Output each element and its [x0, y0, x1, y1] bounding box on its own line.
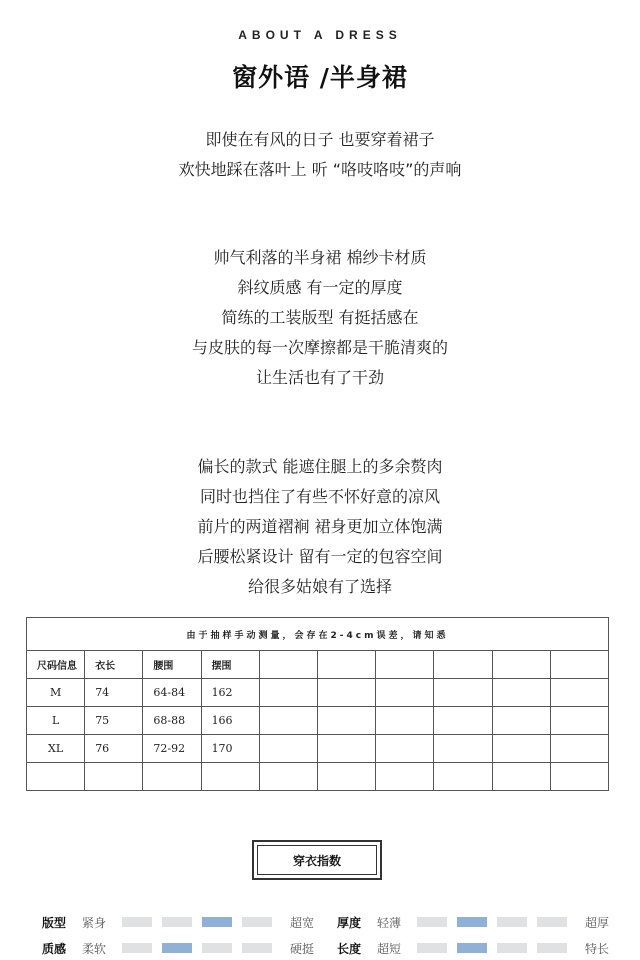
copy-line: 偏长的款式 能遮住腿上的多余赘肉 [197, 457, 443, 476]
copy-paragraph-3 [0, 452, 640, 602]
indicator-segment [457, 917, 487, 927]
table-header-row [27, 651, 609, 679]
indicator-segment [202, 943, 232, 953]
size-table [26, 617, 609, 791]
copy-line: 即使在有风的日子 也要穿着裙子 [205, 130, 435, 149]
indicator-texture [42, 939, 314, 957]
cell-size: XL [27, 735, 85, 763]
cell-length: 76 [85, 735, 143, 763]
cell-size: M [27, 679, 85, 707]
indicator-label: 质感 [42, 941, 67, 956]
copy-line: 让生活也有了干劲 [255, 368, 384, 387]
indicator-segment [162, 943, 192, 953]
indicator-fit [42, 913, 314, 931]
indicator-segment [457, 943, 487, 953]
header-length: 衣长 [85, 651, 143, 679]
indicator-segment [202, 917, 232, 927]
indicator-min: 超短 [377, 941, 402, 956]
indicator-segment [242, 943, 272, 953]
copy-line: 给很多姑娘有了选择 [247, 577, 392, 596]
copy-paragraph-2 [0, 243, 640, 393]
copy-paragraph-1 [0, 125, 640, 185]
indicator-max: 超厚 [585, 915, 610, 930]
indicator-thickness [337, 913, 609, 931]
cell-hem: 162 [201, 679, 259, 707]
header-size: 尺码信息 [27, 651, 85, 679]
cell-hem: 166 [201, 707, 259, 735]
table-row [27, 735, 609, 763]
cell-waist: 64-84 [143, 679, 201, 707]
cell-length: 74 [85, 679, 143, 707]
copy-line: 帅气利落的半身裙 棉纱卡材质 [213, 248, 427, 267]
indicator-min: 轻薄 [377, 915, 402, 930]
indicator-segment [122, 917, 152, 927]
cell-hem: 170 [201, 735, 259, 763]
indicator-label: 版型 [42, 915, 67, 930]
cell-waist: 68-88 [143, 707, 201, 735]
cell-waist: 72-92 [143, 735, 201, 763]
indicator-segment [242, 917, 272, 927]
cell-length: 75 [85, 707, 143, 735]
brand-header: ABOUT A DRESS [238, 28, 402, 42]
measurement-note: 由于抽样手动测量，会存在2-4cm误差，请知悉 [27, 618, 609, 651]
indicator-segment [497, 943, 527, 953]
indicator-segment [122, 943, 152, 953]
copy-line: 简练的工装版型 有挺括感在 [221, 308, 419, 327]
table-row-empty [27, 763, 609, 791]
indicator-label: 厚度 [337, 915, 362, 930]
indicator-segment [537, 943, 567, 953]
indicator-segment [417, 943, 447, 953]
indicator-length [337, 939, 609, 957]
indicator-max: 硬挺 [290, 941, 315, 956]
header-waist: 腰围 [143, 651, 201, 679]
cell-size: L [27, 707, 85, 735]
indicator-segment [162, 917, 192, 927]
header-hem: 摆围 [201, 651, 259, 679]
indicator-label: 长度 [337, 941, 362, 956]
copy-line: 欢快地踩在落叶上 听 “咯吱咯吱”的声响 [178, 160, 462, 179]
wear-index-title: 穿衣指数 [257, 845, 377, 875]
indicator-segment [417, 917, 447, 927]
indicator-segment [537, 917, 567, 927]
copy-line: 后腰松紧设计 留有一定的包容空间 [197, 547, 443, 566]
indicator-max: 超宽 [290, 915, 315, 930]
copy-line: 与皮肤的每一次摩擦都是干脆清爽的 [191, 338, 448, 357]
indicator-max: 特长 [585, 941, 610, 956]
copy-line: 前片的两道褶裥 裙身更加立体饱满 [197, 517, 443, 536]
product-title: 窗外语 /半身裙 [232, 63, 408, 92]
table-row [27, 707, 609, 735]
table-row [27, 679, 609, 707]
indicator-min: 柔软 [82, 941, 107, 956]
copy-line: 斜纹质感 有一定的厚度 [237, 278, 403, 297]
copy-line: 同时也挡住了有些不怀好意的凉风 [199, 487, 440, 506]
indicator-min: 紧身 [82, 915, 107, 930]
wear-index-title-box [252, 840, 382, 880]
indicator-segment [497, 917, 527, 927]
